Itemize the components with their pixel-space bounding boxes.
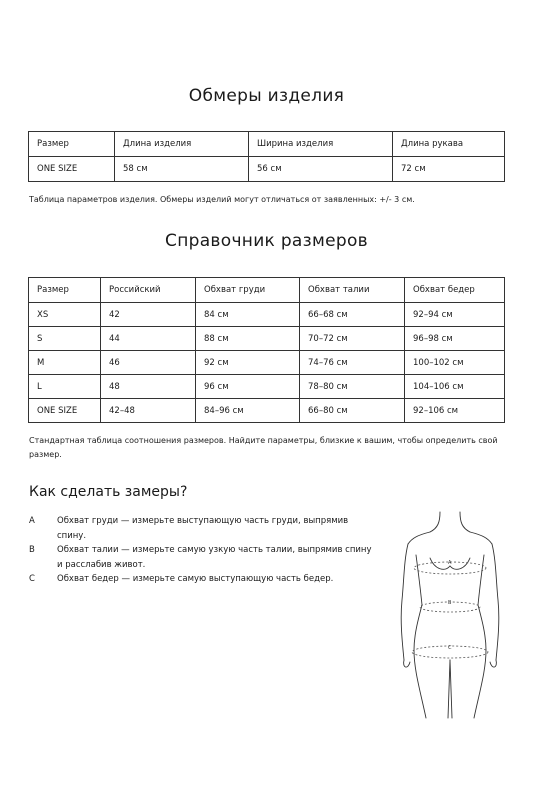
table-cell: 58 см xyxy=(115,157,249,182)
table-row xyxy=(29,303,505,327)
table-row xyxy=(29,327,505,351)
table-cell: 42 xyxy=(101,303,196,327)
table-row xyxy=(29,157,505,182)
step-text: Обхват груди — измерьте выступающую часть груди, выпрямив спину. xyxy=(57,516,349,541)
size-guide-note: Стандартная таблица соотношения размеров. Найдите параметры, близкие к вашим, чтобы определить свой размер. xyxy=(29,436,498,459)
step-letter: C xyxy=(29,574,35,584)
header-cell: Обхват груди xyxy=(196,278,300,303)
table-cell: 70–72 см xyxy=(300,327,405,351)
table-header-row xyxy=(29,278,505,303)
table-cell: S xyxy=(29,327,101,351)
table-cell: 42–48 xyxy=(101,399,196,423)
product-measurements-note: Таблица параметров изделия. Обмеры изделий могут отличаться от заявленных: +/- 3 см. xyxy=(29,195,415,204)
how-to-measure-title: Как сделать замеры? xyxy=(29,484,188,500)
body-measurement-figure xyxy=(390,510,510,724)
size-guide-title: Справочник размеров xyxy=(165,231,368,251)
table-cell: 48 xyxy=(101,375,196,399)
table-cell: 104–106 см xyxy=(405,375,505,399)
table-cell: 66–80 см xyxy=(300,399,405,423)
table-cell: 88 см xyxy=(196,327,300,351)
body-silhouette-icon xyxy=(390,510,510,720)
header-cell: Обхват талии xyxy=(300,278,405,303)
figure-label-b: B xyxy=(448,600,452,606)
header-cell: Длина изделия xyxy=(115,132,249,157)
figure-label-c: C xyxy=(448,645,452,651)
table-cell: L xyxy=(29,375,101,399)
table-cell: 84–96 см xyxy=(196,399,300,423)
table-row xyxy=(29,351,505,375)
table-header-row xyxy=(29,132,505,157)
table-cell: 72 см xyxy=(393,157,505,182)
step-text: Обхват бедер — измерьте самую выступающую часть бедер. xyxy=(57,574,334,584)
header-cell: Российский xyxy=(101,278,196,303)
table-row xyxy=(29,399,505,423)
header-cell: Ширина изделия xyxy=(249,132,393,157)
table-cell: 92–94 см xyxy=(405,303,505,327)
header-cell: Обхват бедер xyxy=(405,278,505,303)
step-letter: A xyxy=(29,516,35,526)
table-cell: 84 см xyxy=(196,303,300,327)
header-cell: Размер xyxy=(29,132,115,157)
product-measurements-title: Обмеры изделия xyxy=(188,86,345,106)
table-cell: ONE SIZE xyxy=(29,157,115,182)
table-cell: 56 см xyxy=(249,157,393,182)
step-text: Обхват талии — измерьте самую узкую часть талии, выпрямив спину и расслабив живот. xyxy=(57,545,372,570)
table-cell: 78–80 см xyxy=(300,375,405,399)
figure-label-a: A xyxy=(448,560,452,566)
table-cell: XS xyxy=(29,303,101,327)
header-cell: Размер xyxy=(29,278,101,303)
table-cell: 46 xyxy=(101,351,196,375)
table-cell: 74–76 см xyxy=(300,351,405,375)
step-letter: B xyxy=(29,545,35,555)
table-cell: 92 см xyxy=(196,351,300,375)
table-cell: 66–68 см xyxy=(300,303,405,327)
size-guide-table xyxy=(28,277,505,423)
table-cell: 100–102 см xyxy=(405,351,505,375)
table-row xyxy=(29,375,505,399)
header-cell: Длина рукава xyxy=(393,132,505,157)
table-cell: ONE SIZE xyxy=(29,399,101,423)
table-cell: M xyxy=(29,351,101,375)
table-cell: 96 см xyxy=(196,375,300,399)
table-cell: 92–106 см xyxy=(405,399,505,423)
product-measurements-table xyxy=(28,131,505,182)
table-cell: 96–98 см xyxy=(405,327,505,351)
table-cell: 44 xyxy=(101,327,196,351)
